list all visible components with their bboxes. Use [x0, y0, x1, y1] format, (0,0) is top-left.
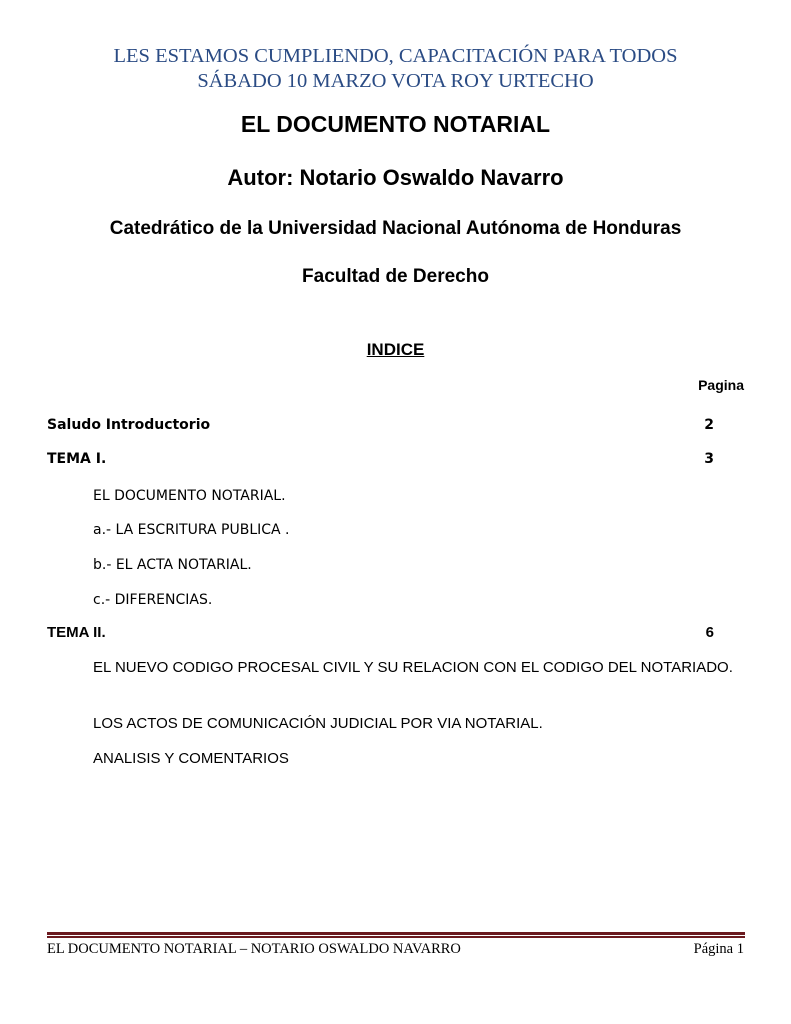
toc-entry-saludo: [47, 417, 744, 433]
toc-subitem: EL DOCUMENTO NOTARIAL.: [93, 488, 286, 504]
footer-title: EL DOCUMENTO NOTARIAL – NOTARIO OSWALDO NAVARRO: [47, 941, 461, 957]
document-title: EL DOCUMENTO NOTARIAL: [240, 111, 551, 137]
toc-entry-tema-2: [47, 624, 744, 641]
toc-subitem: ANALISIS Y COMENTARIOS: [93, 750, 289, 767]
toc-entry-page: 6: [705, 624, 714, 641]
toc-entry-page: 3: [704, 451, 714, 467]
toc-subitem: a.- LA ESCRITURA PUBLICA .: [93, 522, 290, 538]
header-line-1: LES ESTAMOS CUMPLIENDO, CAPACITACIÓN PARA TODOS: [113, 45, 678, 67]
index-heading: INDICE: [366, 340, 425, 359]
toc-entry-label: TEMA I.: [47, 451, 107, 467]
header-line-2: SÁBADO 10 MARZO VOTA ROY URTECHO: [197, 70, 594, 92]
toc-entry-tema-1: [47, 451, 744, 467]
document-author: Autor: Notario Oswaldo Navarro: [227, 165, 564, 190]
footer-rule: [47, 932, 745, 936]
author-affiliation: Catedrático de la Universidad Nacional Autónoma de Honduras: [109, 218, 682, 239]
page-column-label: Pagina: [698, 377, 744, 393]
toc-subitem: EL NUEVO CODIGO PROCESAL CIVIL Y SU RELACION CON EL CODIGO DEL NOTARIADO.: [93, 659, 733, 676]
toc-entry-label: TEMA II.: [47, 624, 106, 641]
faculty-name: Facultad de Derecho: [302, 266, 489, 287]
toc-subitem: c.- DIFERENCIAS.: [93, 592, 213, 608]
toc-subitem: LOS ACTOS DE COMUNICACIÓN JUDICIAL POR VIA NOTARIAL.: [93, 715, 543, 732]
header-banner: [0, 44, 791, 94]
toc-entry-page: 2: [704, 417, 714, 433]
footer-page-number: Página 1: [693, 941, 744, 957]
toc-subitem: b.- EL ACTA NOTARIAL.: [93, 557, 252, 573]
toc-entry-label: Saludo Introductorio: [47, 417, 211, 433]
